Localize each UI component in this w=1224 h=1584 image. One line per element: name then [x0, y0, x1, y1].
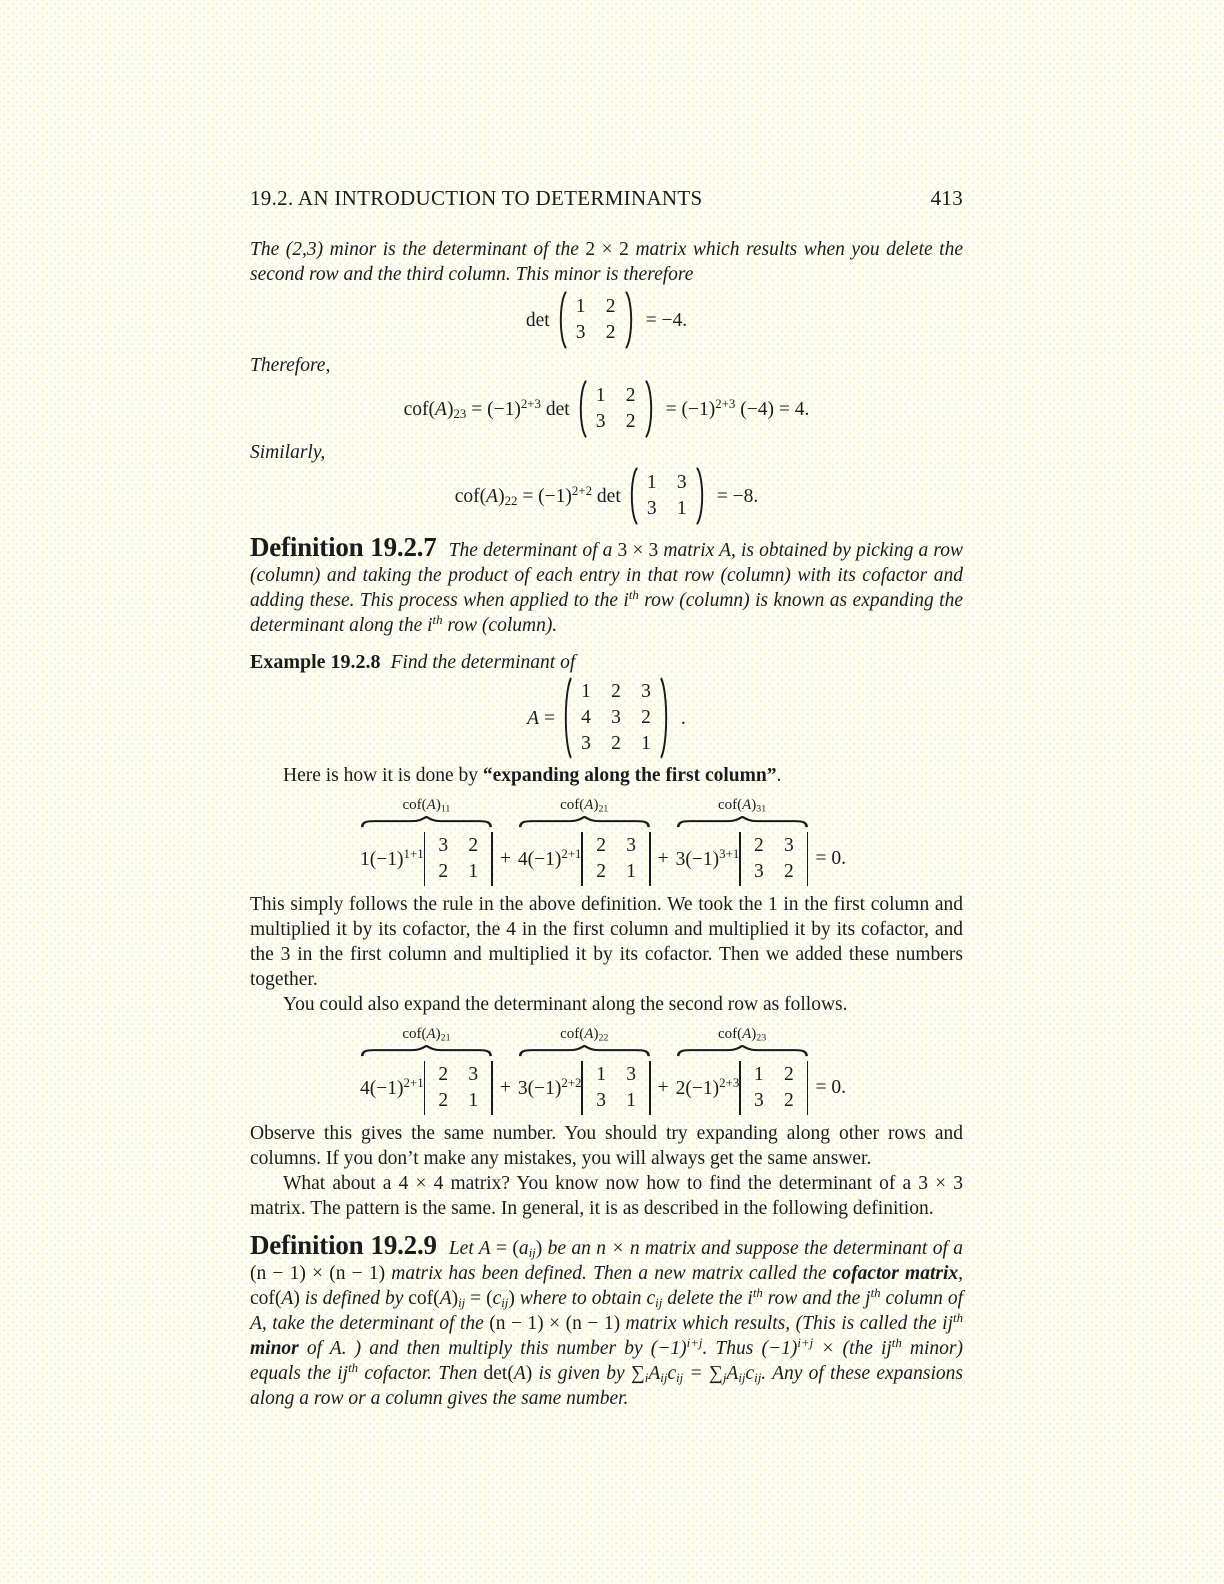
text-segment: th	[432, 612, 443, 627]
cofactor-label	[560, 796, 608, 814]
text-segment: minor	[250, 1338, 299, 1359]
cofactor-label	[560, 1025, 608, 1043]
text-segment: ,	[958, 1263, 963, 1284]
text-segment: 23	[756, 1032, 767, 1044]
text-segment: = (−1)	[466, 398, 521, 420]
matrix-cell: 3	[611, 707, 621, 728]
term-body	[676, 832, 809, 886]
explain-paragraph: This simply follows the rule in the above definition. We took the 1 in the first column and multiplied it by its cofactor, the 4 in the first column and multiplied it by its cofactor, and the 3 in the first column and multiplied it by its cofactor. Then we added these numbers together.	[250, 894, 963, 990]
cofactor-term	[360, 1025, 493, 1115]
text-segment: 22	[504, 493, 518, 508]
matrix-cell: 2	[784, 1090, 794, 1111]
section-title: 19.2. AN INTRODUCTION TO DETERMINANTS	[250, 186, 703, 210]
text-segment: th	[348, 1360, 359, 1375]
cofactor-term	[676, 1025, 809, 1115]
overbrace-icon	[676, 816, 809, 828]
text-segment: cof(	[408, 1288, 440, 1309]
matrix-cell: 3	[596, 1090, 606, 1111]
text-segment: )	[751, 797, 757, 813]
text-segment: )	[593, 1026, 599, 1042]
term-body	[360, 832, 493, 886]
text-segment: matrix A, is obtained by picking a row (column) and taking the product of each entry in that row (column) with its cofactor and adding these. This process when applied to the i	[250, 540, 964, 611]
right-paren-icon	[660, 677, 671, 759]
matrix-cell: 3	[575, 322, 586, 343]
text-segment: 11	[440, 803, 451, 815]
text-segment: )	[451, 1288, 459, 1309]
cofactor-label	[718, 796, 766, 814]
text-segment: A	[513, 1363, 526, 1384]
text-segment: 3+1	[719, 846, 740, 861]
matrix-cell: 1	[626, 1090, 636, 1111]
matrix-cell: 1	[626, 861, 636, 882]
similarly-label: Similarly,	[250, 442, 326, 463]
term-body	[518, 1061, 651, 1115]
equation-rhs	[717, 484, 759, 509]
text-segment: j	[722, 1371, 727, 1386]
matrix-cell: 1	[581, 681, 591, 702]
overbrace-icon	[360, 1045, 493, 1057]
cofactor-term	[360, 796, 493, 886]
expansion-second-row	[250, 1025, 963, 1115]
page-content	[250, 0, 963, 1411]
matrix-cell: 1	[575, 296, 586, 317]
cofactor-label	[402, 1025, 450, 1043]
therefore-label: Therefore,	[250, 355, 331, 376]
matrix-cell: 3	[784, 835, 794, 856]
text-segment: 3 × 3	[617, 540, 659, 561]
text-segment: Here is how it is done by	[283, 765, 483, 786]
text-segment: cof(	[454, 485, 487, 507]
text-segment: Let	[448, 1238, 479, 1259]
overbrace-icon	[360, 816, 493, 828]
term-coefficient	[676, 847, 740, 872]
text-segment: 2+2	[571, 483, 593, 498]
text-segment: det	[592, 485, 621, 507]
matrix-cell: 4	[581, 707, 591, 728]
text-segment: 3(−1)	[517, 1077, 562, 1099]
equation-rhs	[666, 397, 810, 422]
text-segment: th	[891, 1335, 902, 1350]
text-segment: )	[435, 1026, 441, 1042]
matrix-grid	[572, 679, 660, 757]
text-segment: cof(	[717, 1026, 743, 1042]
determinant-2x2	[581, 1061, 650, 1115]
text-segment: cofactor matrix	[832, 1263, 959, 1284]
matrix-cell: 3	[641, 681, 651, 702]
cofactor-label	[403, 796, 451, 814]
overbrace-icon	[518, 1045, 651, 1057]
text-segment: cof(	[402, 1026, 427, 1042]
term-coefficient	[518, 1076, 582, 1101]
term-body	[518, 832, 651, 886]
right-paren-icon	[696, 467, 707, 525]
text-segment: i+j	[797, 1335, 814, 1350]
plus-operator: +	[499, 848, 511, 869]
expansion-first-column	[250, 796, 963, 886]
matrix-cell: 2	[468, 835, 479, 856]
definition-19-2-7	[250, 532, 964, 638]
matrix-cell: 3	[595, 411, 606, 432]
equation-cofactor-23	[250, 380, 963, 438]
text-segment: where to obtain	[519, 1288, 647, 1309]
text-segment: 2+2	[561, 1075, 582, 1090]
text-segment: A	[439, 1288, 452, 1309]
matrix-grid	[638, 470, 696, 522]
text-segment: c	[492, 1288, 502, 1309]
text-segment: be an n × n matrix and suppose the determinant of a	[547, 1238, 963, 1259]
matrix-cell: 2	[754, 835, 764, 856]
text-segment: i+j	[686, 1335, 703, 1350]
text-segment: ij	[738, 1371, 746, 1386]
text-segment: 2+1	[561, 846, 582, 861]
text-segment: (n − 1) × (n − 1)	[489, 1313, 621, 1334]
definition-19-2-9	[250, 1230, 964, 1411]
cofactor-label	[718, 1025, 766, 1043]
text-segment: )	[446, 398, 454, 420]
text-segment: c	[667, 1363, 677, 1384]
text-segment: ij	[501, 1296, 509, 1311]
term-coefficient	[518, 847, 582, 872]
matrix-cell: 2	[784, 861, 794, 882]
text-segment: A	[486, 485, 499, 507]
text-segment: matrix which results when you delete the second row and the third column. This minor is therefore	[250, 239, 963, 285]
text-segment: )	[435, 797, 441, 813]
text-segment: )	[293, 1288, 305, 1309]
text-segment: 2+3	[719, 1075, 740, 1090]
equation-result: = 0.	[815, 1077, 846, 1098]
text-segment: )	[525, 1363, 539, 1384]
text-segment: 4(−1)	[360, 1077, 404, 1099]
text-segment: )	[508, 1288, 520, 1309]
text-segment: row and the j	[762, 1288, 871, 1309]
text-segment: cof(	[717, 797, 743, 813]
observe-paragraph: Observe this gives the same number. You should try expanding along other rows and columns. If you don’t make any mistakes, you will always get the same answer.	[250, 1123, 963, 1169]
text-segment: 2+3	[715, 396, 736, 411]
text-segment: delete the i	[662, 1288, 753, 1309]
text-segment: )	[498, 485, 505, 507]
text-segment: A	[648, 1363, 661, 1384]
running-header	[250, 186, 963, 211]
text-segment: . Thus (−1)	[702, 1338, 798, 1359]
equation-lhs	[455, 484, 621, 509]
text-segment: cofactor. Then	[358, 1363, 484, 1384]
matrix-grid	[741, 832, 807, 886]
left-paren-icon	[627, 467, 638, 525]
definition-heading: Definition 19.2.7	[250, 532, 437, 562]
matrix-grid	[425, 832, 491, 886]
matrix-cell: 3	[581, 733, 591, 754]
text-segment: )	[593, 797, 599, 813]
matrix-cell: 3	[468, 1064, 479, 1085]
matrix-cell: 2	[438, 861, 449, 882]
text-segment: A	[435, 398, 447, 420]
text-segment: a	[518, 1238, 529, 1259]
text-segment: (n − 1) × (n − 1)	[250, 1263, 386, 1284]
text-segment: det	[525, 309, 550, 331]
equation-lhs	[404, 397, 570, 422]
plus-operator: +	[657, 848, 669, 869]
text-segment: 21	[440, 1032, 451, 1044]
cofactor-term	[518, 1025, 651, 1115]
second-row-paragraph: You could also expand the determinant along the second row as follows.	[283, 994, 848, 1015]
matrix-cell: 2	[625, 411, 636, 432]
text-segment: A	[584, 797, 594, 813]
text-segment: × (the ij	[813, 1338, 892, 1359]
text-segment: c	[745, 1363, 755, 1384]
example-heading: Example 19.2.8	[250, 651, 381, 673]
text-segment: = (−1)	[665, 398, 716, 420]
matrix-cell: 3	[676, 472, 687, 493]
text-segment: =	[539, 707, 555, 729]
equation-lhs	[527, 706, 555, 731]
matrix-grid	[425, 1061, 491, 1115]
matrix-2x2	[556, 291, 636, 349]
text-segment: A	[426, 797, 436, 813]
matrix-grid	[587, 383, 645, 435]
cofactor-term	[676, 796, 809, 886]
equation-cofactor-22	[250, 467, 963, 525]
text-segment: = −4.	[645, 309, 688, 331]
matrix-grid	[567, 294, 625, 346]
term-body	[676, 1061, 809, 1115]
text-segment: )	[751, 1026, 757, 1042]
text-segment: cof(	[560, 797, 585, 813]
text-segment: “expanding along the first column”	[482, 765, 777, 786]
determinant-2x2	[424, 1061, 493, 1115]
equation-matrix-A	[250, 677, 963, 759]
text-segment: 1+1	[403, 846, 424, 861]
equation-minor-determinant	[250, 291, 963, 349]
text-segment: 3(−1)	[675, 848, 720, 870]
right-paren-icon	[625, 291, 636, 349]
matrix-cell: 2	[605, 296, 616, 317]
text-segment: = −8.	[716, 485, 759, 507]
cofactor-term	[518, 796, 651, 886]
text-segment: = ∑	[683, 1363, 723, 1384]
matrix-cell: 2	[438, 1064, 449, 1085]
matrix-cell: 1	[641, 733, 651, 754]
term-coefficient	[676, 1076, 740, 1101]
plus-operator: +	[499, 1077, 511, 1098]
matrix-cell: 1	[468, 861, 479, 882]
equation-result: = 0.	[815, 848, 846, 869]
matrix-cell: 3	[754, 1090, 764, 1111]
text-segment: ij	[458, 1296, 466, 1311]
intro-paragraph	[250, 237, 963, 287]
definition-body	[250, 1238, 963, 1409]
matrix-cell: 3	[438, 835, 449, 856]
text-segment: = (	[465, 1288, 493, 1309]
text-segment: ij	[528, 1246, 536, 1261]
here-line	[250, 763, 963, 788]
text-segment: minor) equals the ij	[250, 1338, 963, 1384]
text-segment: A	[478, 1238, 491, 1259]
overbrace-icon	[518, 816, 651, 828]
matrix-cell: 1	[676, 498, 687, 519]
text-segment: 2 × 2	[585, 239, 629, 260]
text-segment: A	[426, 1026, 436, 1042]
text-segment: th	[628, 587, 639, 602]
right-paren-icon	[645, 380, 656, 438]
text-segment: i	[644, 1371, 649, 1386]
matrix-cell: 2	[596, 835, 606, 856]
text-segment: A	[527, 707, 540, 729]
text-segment: 2+3	[520, 396, 541, 411]
matrix-cell: 2	[605, 322, 616, 343]
example-body: Find the determinant of	[390, 652, 576, 673]
example-19-2-8	[250, 650, 963, 675]
matrix-cell: 2	[438, 1090, 449, 1111]
text-segment: = (−1)	[517, 485, 572, 507]
definition-heading: Definition 19.2.9	[250, 1230, 437, 1260]
matrix-grid	[583, 832, 649, 886]
text-segment: is defined by	[304, 1288, 409, 1309]
text-segment: ij	[754, 1371, 762, 1386]
text-segment: = (	[490, 1238, 519, 1259]
matrix-cell: 3	[646, 498, 657, 519]
text-segment: .	[680, 707, 686, 729]
text-segment: cof(	[250, 1288, 282, 1309]
text-segment: . Any of these expansions along a row or a column gives the same number.	[250, 1363, 964, 1409]
text-segment: column of A, take the determinant of the	[250, 1288, 963, 1334]
text-segment: cof(	[560, 1026, 585, 1042]
text-segment: th	[752, 1285, 763, 1300]
text-segment: The (2,3) minor is the determinant of the	[250, 239, 586, 260]
overbrace-icon	[676, 1045, 809, 1057]
determinant-2x2	[424, 832, 493, 886]
text-segment: 4(−1)	[517, 848, 562, 870]
equation-rhs	[681, 706, 686, 731]
text-segment: th	[953, 1310, 964, 1325]
text-segment: ij	[660, 1371, 668, 1386]
text-segment: matrix has been defined. Then a new matrix called the	[385, 1263, 833, 1284]
text-segment: matrix which results, (This is called the ij	[620, 1313, 953, 1334]
text-segment: is given by ∑	[538, 1363, 645, 1384]
term-coefficient	[360, 847, 424, 872]
matrix-cell: 2	[611, 681, 621, 702]
matrix-cell: 1	[754, 1064, 764, 1085]
text-segment: cof(	[403, 398, 436, 420]
text-segment: (−4) = 4.	[735, 398, 810, 420]
what-about-paragraph: What about a 4 × 4 matrix? You know now how to find the determinant of a 3 × 3 matrix. The pattern is the same. In general, it is as described in the following definition.	[250, 1173, 963, 1219]
matrix-grid	[583, 1061, 649, 1115]
matrix-cell: 3	[754, 861, 764, 882]
text-segment: cof(	[402, 797, 427, 813]
text-segment: of A. ) and then multiply this number by (−1)	[298, 1338, 687, 1359]
text-segment: A	[584, 1026, 594, 1042]
text-segment: 31	[756, 803, 767, 815]
text-segment: c	[646, 1288, 656, 1309]
text-segment: ij	[676, 1371, 684, 1386]
term-body	[360, 1061, 493, 1115]
text-segment: th	[870, 1285, 881, 1300]
left-paren-icon	[561, 677, 572, 759]
equation-lhs	[526, 308, 550, 333]
matrix-cell: 1	[595, 385, 606, 406]
text-segment: ij	[655, 1296, 663, 1311]
matrix-3x3	[561, 677, 671, 759]
term-coefficient	[360, 1076, 424, 1101]
text-segment: A	[742, 797, 752, 813]
text-segment: 2(−1)	[675, 1077, 720, 1099]
text-segment: det	[540, 398, 570, 420]
matrix-cell: 2	[611, 733, 621, 754]
page-number: 413	[930, 186, 963, 210]
text-segment: row (column) is known as expanding the determinant along the i	[250, 590, 963, 636]
determinant-2x2	[739, 832, 808, 886]
text-segment: 22	[598, 1032, 609, 1044]
left-paren-icon	[556, 291, 567, 349]
matrix-cell: 2	[625, 385, 636, 406]
matrix-cell: 2	[641, 707, 651, 728]
left-paren-icon	[576, 380, 587, 438]
matrix-cell: 1	[596, 1064, 606, 1085]
plus-operator: +	[657, 1077, 669, 1098]
text-segment: 23	[453, 406, 467, 421]
text-segment: 1(−1)	[360, 848, 404, 870]
matrix-grid	[741, 1061, 807, 1115]
text-segment: det(	[483, 1363, 514, 1384]
text-segment: A	[281, 1288, 294, 1309]
matrix-cell: 2	[596, 861, 606, 882]
matrix-cell: 3	[626, 835, 636, 856]
text-segment: 2+1	[403, 1075, 424, 1090]
text-segment: A	[742, 1026, 752, 1042]
matrix-2x2	[576, 380, 656, 438]
text-segment: A	[726, 1363, 739, 1384]
text-segment: .	[776, 765, 782, 786]
text-segment: row (column).	[442, 615, 558, 636]
determinant-2x2	[739, 1061, 808, 1115]
text-segment: 21	[598, 803, 609, 815]
text-segment: The determinant of a	[448, 540, 618, 561]
determinant-2x2	[581, 832, 650, 886]
text-segment: )	[535, 1238, 548, 1259]
matrix-cell: 3	[626, 1064, 636, 1085]
matrix-2x2	[627, 467, 707, 525]
matrix-cell: 1	[468, 1090, 479, 1111]
matrix-cell: 2	[784, 1064, 794, 1085]
matrix-cell: 1	[646, 472, 657, 493]
equation-rhs	[646, 308, 688, 333]
